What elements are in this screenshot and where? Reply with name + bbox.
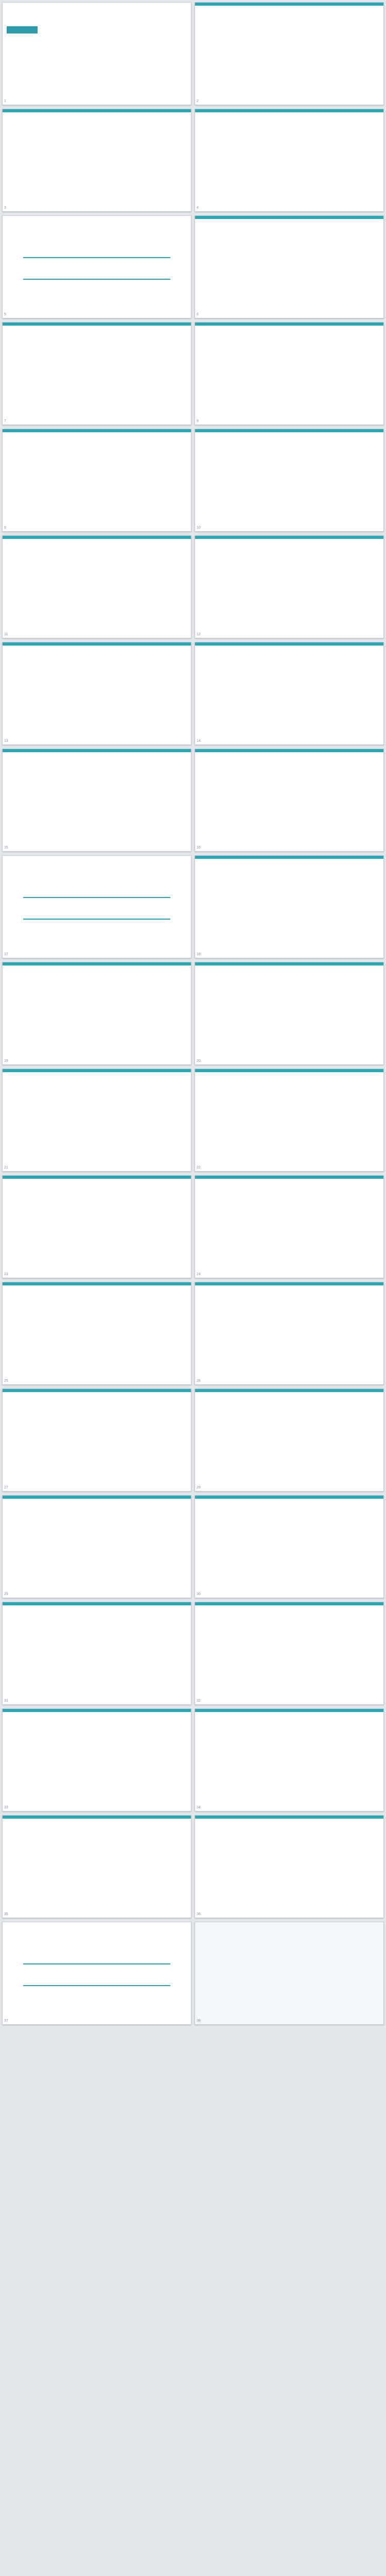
slide-accent-bar <box>195 1709 383 1712</box>
slide-number: 30 <box>197 1592 201 1596</box>
slide-thumbnail[interactable] <box>195 1282 384 1385</box>
slide-number: 23 <box>4 1273 8 1276</box>
slide-accent-bar <box>3 109 191 112</box>
slide-number: 20 <box>197 1059 201 1063</box>
slide-accent-bar <box>195 1602 383 1605</box>
slide-thumbnail[interactable] <box>195 855 384 958</box>
slide-thumbnail[interactable] <box>2 535 191 638</box>
slide-number: 3 <box>4 206 6 210</box>
slide-number: 8 <box>197 419 199 423</box>
slide-thumbnail[interactable] <box>195 109 384 212</box>
slide-accent-bar <box>3 1282 191 1285</box>
slide-thumbnail[interactable] <box>195 429 384 532</box>
slide-accent-bar <box>195 856 383 859</box>
slide-number: 21 <box>4 1166 8 1170</box>
slide-accent-bar <box>195 1816 383 1819</box>
slide-thumbnail[interactable] <box>2 1175 191 1278</box>
section-banner <box>23 897 170 920</box>
slide-accent-bar <box>3 962 191 965</box>
slide-number: 12 <box>197 633 201 636</box>
slide-thumbnail[interactable] <box>2 1282 191 1385</box>
slide-number: 26 <box>197 1379 201 1383</box>
slide-accent-bar <box>195 1496 383 1499</box>
slide-number: 33 <box>4 1806 8 1809</box>
slide-number: 34 <box>197 1806 201 1809</box>
slide-number: 7 <box>4 419 6 423</box>
slide-thumbnail[interactable] <box>195 749 384 852</box>
slide-number: 15 <box>4 846 8 850</box>
slide-thumbnail[interactable] <box>195 1069 384 1172</box>
slide-accent-bar <box>195 536 383 539</box>
slide-number: 19 <box>4 1059 8 1063</box>
slide-accent-bar <box>195 3 383 6</box>
slide-accent-bar <box>195 216 383 219</box>
slide-accent-bar <box>195 749 383 752</box>
slide-number: 28 <box>197 1486 201 1489</box>
slide-accent-bar <box>3 1816 191 1819</box>
slide-number: 13 <box>4 739 8 743</box>
slide-accent-bar <box>195 1069 383 1072</box>
slide-number: 25 <box>4 1379 8 1383</box>
slide-thumbnail[interactable] <box>2 855 191 958</box>
slide-thumbnail[interactable] <box>2 1708 191 1811</box>
slide-thumbnail[interactable] <box>2 1922 191 2025</box>
slide-thumbnail[interactable] <box>195 642 384 745</box>
slide-number: 2 <box>197 99 199 103</box>
slide-thumbnail[interactable] <box>195 962 384 1065</box>
slide-accent-bar <box>3 1069 191 1072</box>
slide-accent-bar <box>3 1496 191 1499</box>
slide-thumbnail[interactable] <box>2 642 191 745</box>
slide-accent-bar <box>195 1282 383 1285</box>
slide-number: 5 <box>4 313 6 316</box>
slide-number: 24 <box>197 1273 201 1276</box>
slide-accent-bar <box>3 642 191 646</box>
slide-accent-bar <box>195 429 383 432</box>
slide-thumbnail[interactable] <box>2 215 191 318</box>
slide-number: 22 <box>197 1166 201 1170</box>
slide-number: 16 <box>197 846 201 850</box>
slide-accent-bar <box>195 109 383 112</box>
slide-thumbnail[interactable] <box>2 1495 191 1598</box>
slide-thumbnail[interactable] <box>2 749 191 852</box>
slide-accent-bar <box>3 749 191 752</box>
slide-thumbnail[interactable] <box>195 535 384 638</box>
slide-thumbnail[interactable] <box>2 962 191 1065</box>
slide-accent-bar <box>3 536 191 539</box>
slide-thumbnail[interactable] <box>195 1388 384 1492</box>
slide-number: 9 <box>4 526 6 530</box>
slide-thumbnail[interactable] <box>195 1175 384 1278</box>
slide-number: 17 <box>4 953 8 956</box>
slide-accent-bar <box>195 323 383 326</box>
slide-thumbnail[interactable] <box>2 429 191 532</box>
slide-number: 31 <box>4 1699 8 1703</box>
slide-accent-bar <box>3 323 191 326</box>
slide-number: 6 <box>197 313 199 316</box>
slide-accent-bar <box>3 1709 191 1712</box>
section-banner <box>23 257 170 280</box>
cover-accent <box>7 26 38 33</box>
slide-thumbnail[interactable] <box>195 1815 384 1918</box>
slide-accent-bar <box>3 429 191 432</box>
slide-number: 29 <box>4 1592 8 1596</box>
slide-thumbnail[interactable] <box>195 1708 384 1811</box>
slide-number: 37 <box>4 2019 8 2023</box>
slide-thumbnail[interactable] <box>195 2 384 105</box>
slide-number: 4 <box>197 206 199 210</box>
slide-accent-bar <box>195 1389 383 1392</box>
slide-accent-bar <box>3 1176 191 1179</box>
slide-thumbnail[interactable] <box>2 1602 191 1705</box>
slide-thumbnail[interactable] <box>195 1602 384 1705</box>
slide-thumbnail[interactable] <box>2 109 191 212</box>
slide-number: 14 <box>197 739 201 743</box>
slide-number: 18 <box>197 953 201 956</box>
slide-thumbnail[interactable] <box>2 1388 191 1492</box>
section-banner <box>23 1963 170 1986</box>
slide-thumbnail[interactable] <box>195 322 384 425</box>
slide-thumbnail[interactable] <box>195 1495 384 1598</box>
slide-number: 35 <box>4 1912 8 1916</box>
slide-thumbnail[interactable] <box>195 1922 384 2025</box>
slide-accent-bar <box>3 1602 191 1605</box>
slide-accent-bar <box>195 962 383 965</box>
slide-thumbnail[interactable] <box>2 1069 191 1172</box>
slide-number: 36 <box>197 1912 201 1916</box>
slide-number: 38 <box>197 2019 201 2023</box>
slide-number: 32 <box>197 1699 201 1703</box>
slide-accent-bar <box>195 1176 383 1179</box>
slide-number: 27 <box>4 1486 8 1489</box>
slide-thumbnail[interactable] <box>2 322 191 425</box>
slide-accent-bar <box>3 1389 191 1392</box>
slide-number: 1 <box>4 99 6 103</box>
slide-thumbnail[interactable] <box>2 2 191 105</box>
slide-number: 11 <box>4 633 8 636</box>
slide-number: 10 <box>197 526 201 530</box>
slide-accent-bar <box>195 642 383 646</box>
slide-thumbnail[interactable] <box>2 1815 191 1918</box>
slide-thumbnail[interactable] <box>195 215 384 318</box>
